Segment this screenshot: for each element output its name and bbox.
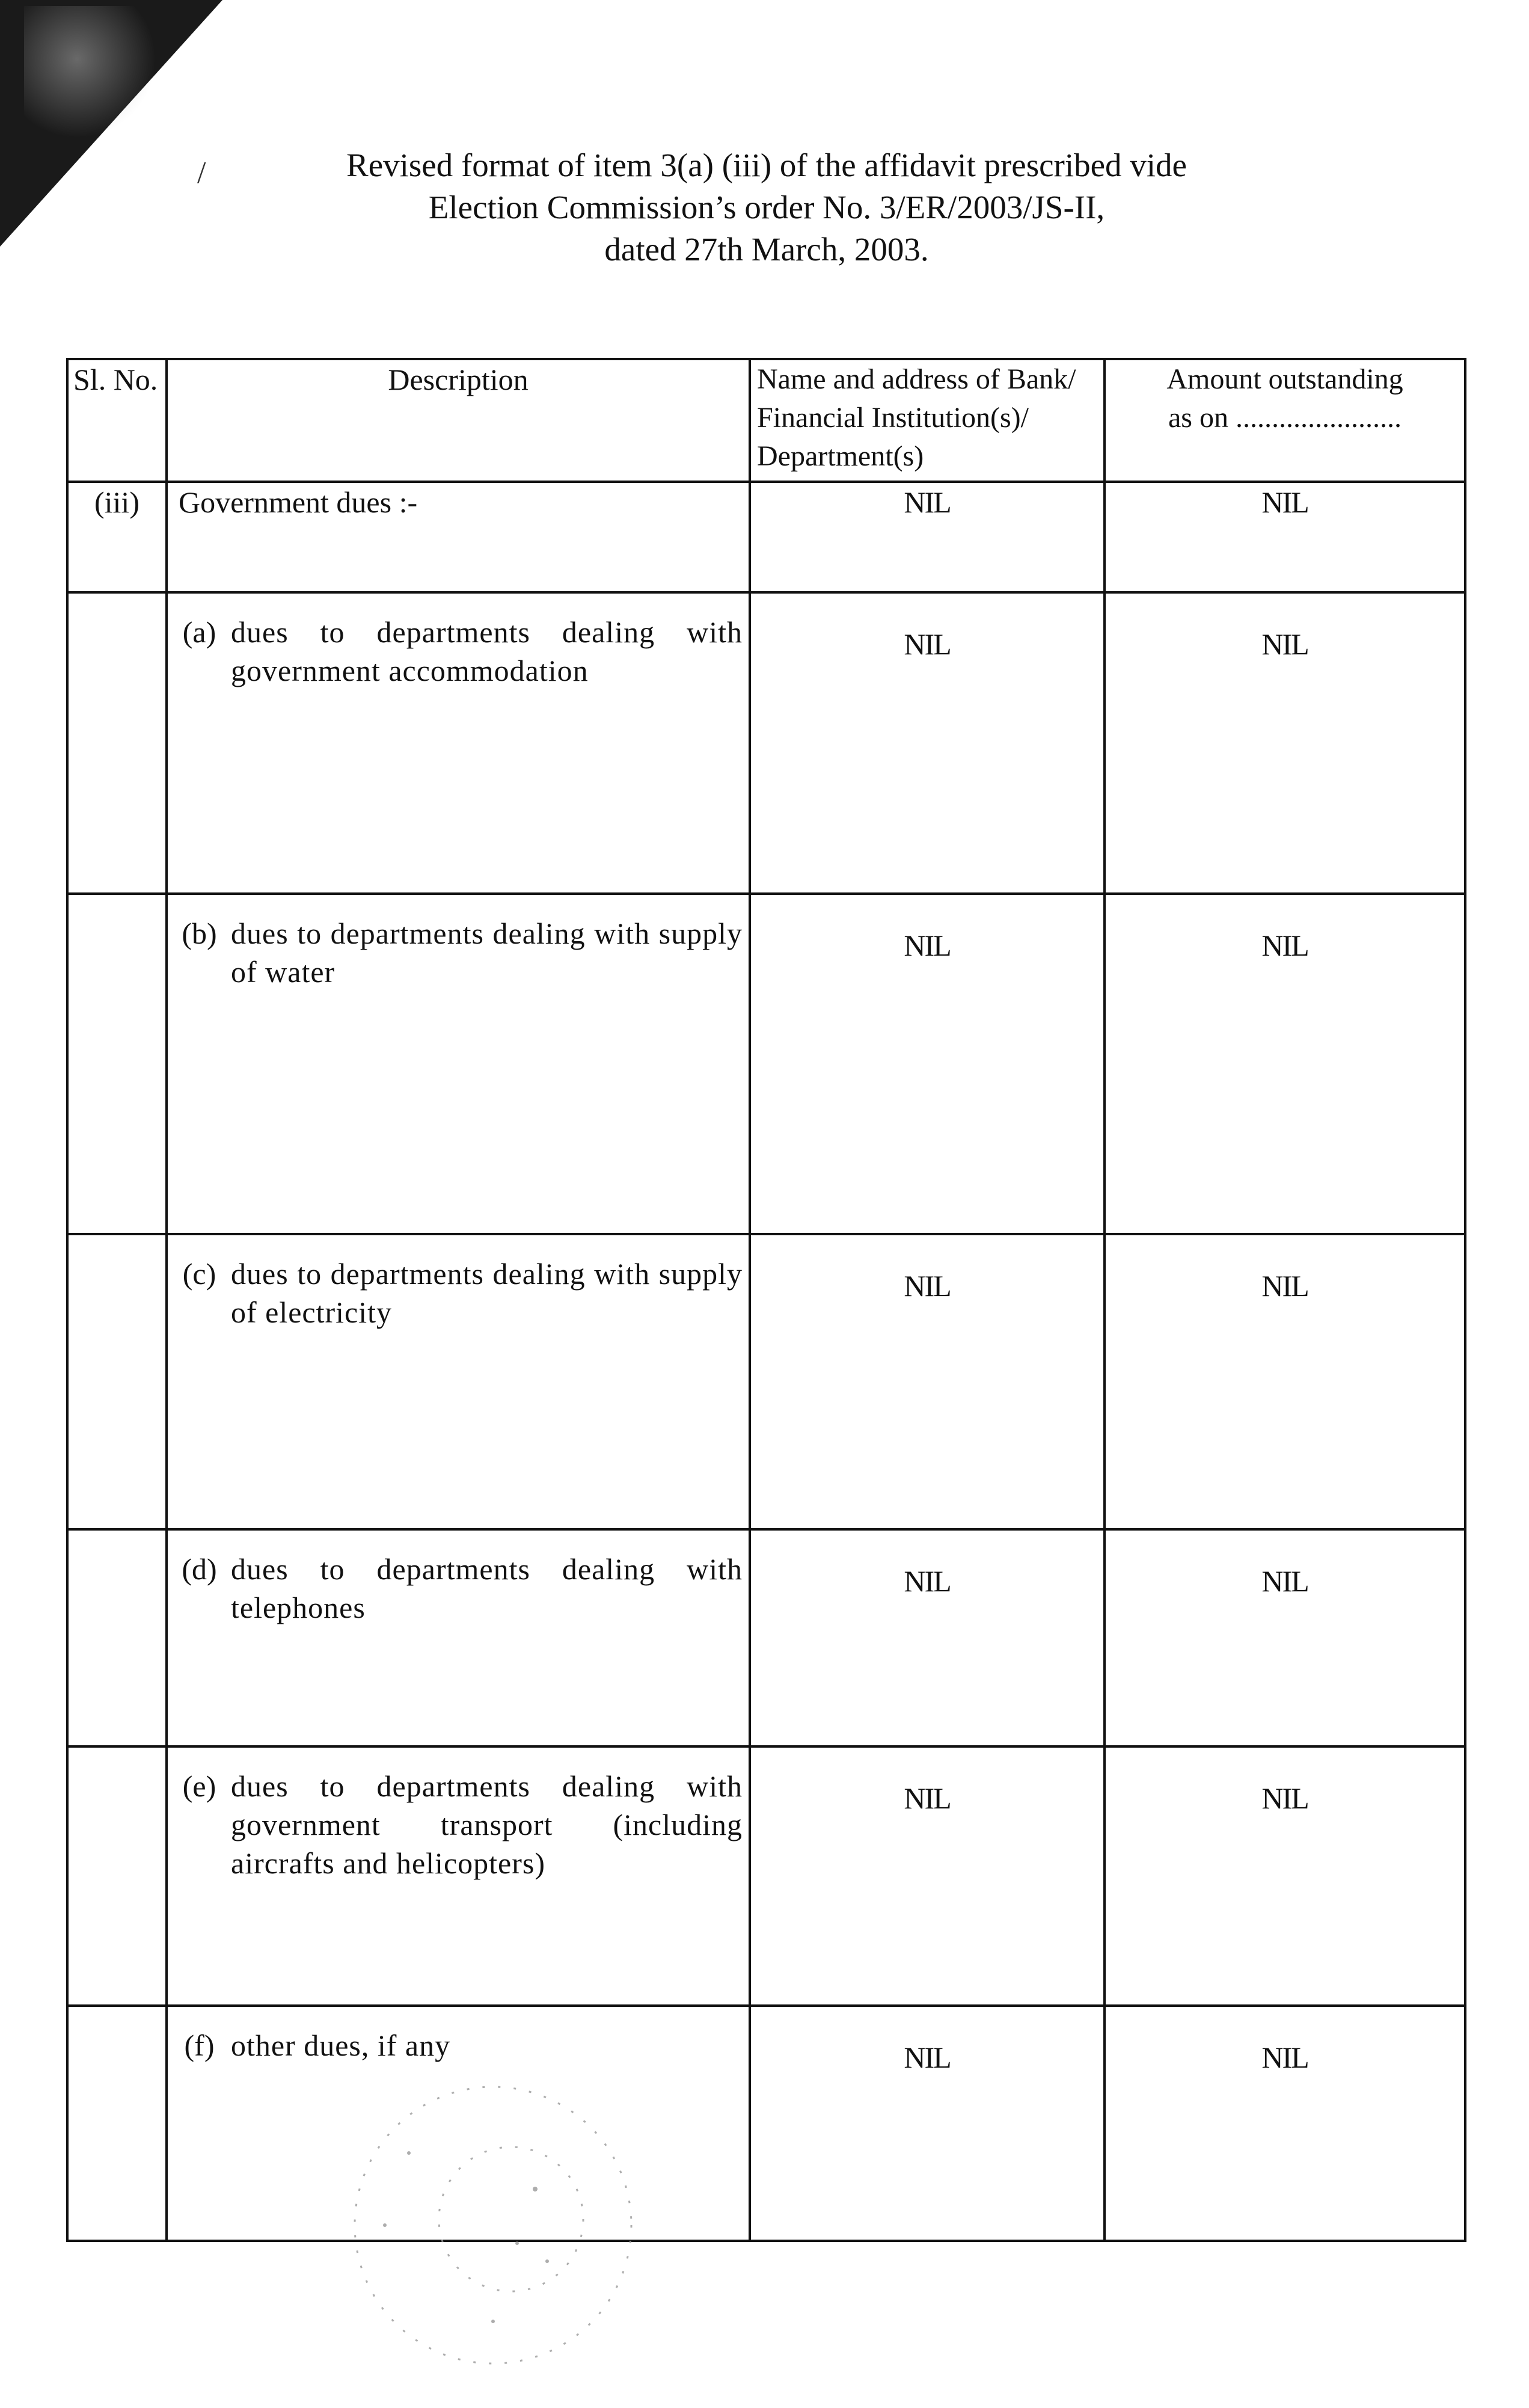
stray-pen-mark: /	[197, 156, 206, 190]
item-text: dues to departments dealing with supply of water	[231, 917, 743, 989]
row-sl-no-empty	[67, 894, 167, 1234]
header-amount-line-1: Amount outstanding	[1166, 363, 1403, 395]
header-amount-outstanding	[1105, 359, 1465, 482]
row-sl-no-empty	[67, 1746, 167, 2006]
header-description: Description	[167, 359, 750, 482]
header-bank-line-2: Financial Institution(s)/	[757, 402, 1029, 434]
item-text: dues to departments dealing with government transport (including aircrafts and helicopters)	[231, 1769, 743, 1880]
document-title	[180, 144, 1353, 271]
table-row	[67, 1234, 1465, 1529]
row-amount-value: NIL	[1105, 1746, 1465, 2006]
item-text: dues to departments dealing with government accommodation	[231, 615, 743, 687]
scan-speckle	[24, 6, 156, 138]
row-bank-value: NIL	[750, 482, 1105, 592]
header-sl-no: Sl. No.	[67, 359, 167, 482]
item-letter: (d)	[182, 1552, 217, 1586]
item-text: other dues, if any	[231, 2029, 451, 2062]
item-letter: (e)	[182, 1769, 216, 1803]
table-row	[67, 1746, 1465, 2006]
row-bank-value: NIL	[750, 2006, 1105, 2241]
row-sl-no-empty	[67, 2006, 167, 2241]
item-text: dues to departments dealing with telephones	[231, 1552, 743, 1624]
row-amount-value: NIL	[1105, 2006, 1465, 2241]
header-bank-line-3: Department(s)	[757, 440, 924, 472]
table-row	[67, 894, 1465, 1234]
row-bank-value: NIL	[750, 1529, 1105, 1746]
faint-stamp-seal	[337, 2069, 649, 2382]
row-sl-no-empty	[67, 1234, 167, 1529]
row-amount-value: NIL	[1105, 482, 1465, 592]
row-sl-no-empty	[67, 592, 167, 894]
row-bank-value: NIL	[750, 592, 1105, 894]
row-description: Government dues :-	[167, 482, 750, 592]
item-letter: (b)	[182, 917, 217, 950]
title-line-1: Revised format of item 3(a) (iii) of the affidavit prescribed vide	[346, 147, 1187, 183]
row-amount-value: NIL	[1105, 894, 1465, 1234]
row-description	[167, 592, 750, 894]
row-amount-value: NIL	[1105, 1529, 1465, 1746]
row-amount-value: NIL	[1105, 1234, 1465, 1529]
row-amount-value: NIL	[1105, 592, 1465, 894]
row-sl-no-empty	[67, 1529, 167, 1746]
item-letter: (c)	[182, 1257, 216, 1291]
table-row	[67, 1529, 1465, 1746]
row-bank-value: NIL	[750, 1234, 1105, 1529]
row-description	[167, 1529, 750, 1746]
header-bank-line-1: Name and address of Bank/	[757, 363, 1076, 395]
item-letter: (f)	[184, 2029, 215, 2062]
header-bank-name-address	[750, 359, 1105, 482]
title-line-3: dated 27th March, 2003.	[604, 231, 929, 268]
table-row	[67, 482, 1465, 592]
row-description	[167, 894, 750, 1234]
row-bank-value: NIL	[750, 1746, 1105, 2006]
row-sl-no: (iii)	[67, 482, 167, 592]
header-amount-line-2: as on .......................	[1168, 402, 1402, 434]
government-dues-table	[66, 358, 1466, 2242]
row-bank-value: NIL	[750, 894, 1105, 1234]
title-line-2: Election Commission’s order No. 3/ER/2003/JS-II,	[428, 189, 1105, 226]
item-letter: (a)	[182, 615, 216, 649]
table-row	[67, 592, 1465, 894]
row-description	[167, 1234, 750, 1529]
item-text: dues to departments dealing with supply of electricity	[231, 1257, 743, 1329]
row-description	[167, 1746, 750, 2006]
table-row	[67, 2006, 1465, 2241]
table-header-row	[67, 359, 1465, 482]
